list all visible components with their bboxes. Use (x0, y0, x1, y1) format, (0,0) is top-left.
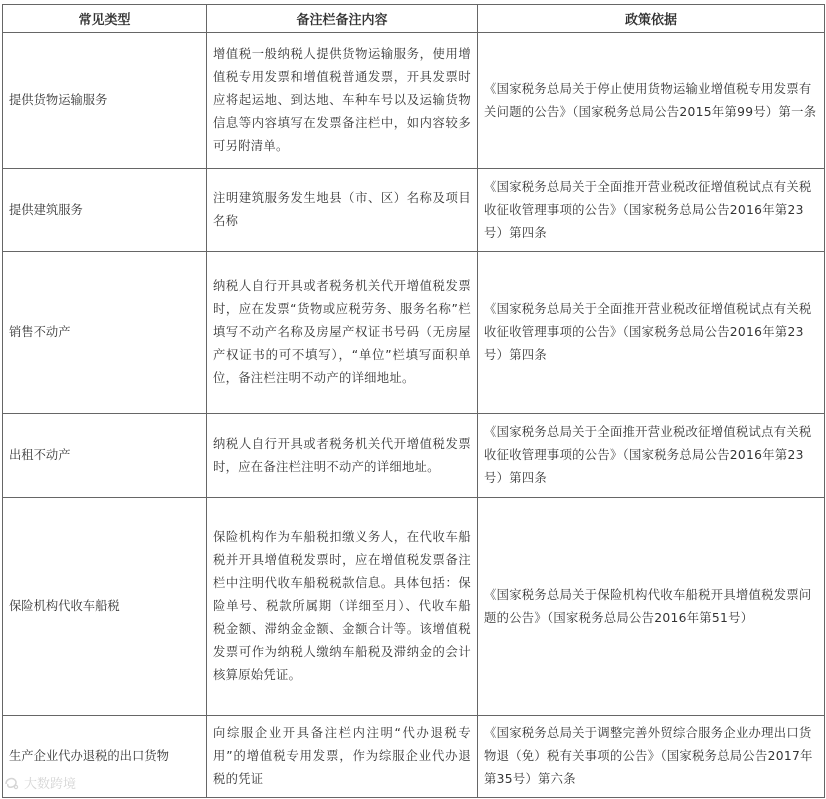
policy-table (2, 4, 825, 798)
header-basis: 政策依据 (478, 5, 825, 33)
type-cell: 保险机构代收车船税 (3, 498, 207, 716)
basis-cell: 《国家税务总局关于停止使用货物运输业增值税专用发票有关问题的公告》（国家税务总局公告2015年第99号）第一条 (478, 33, 825, 169)
type-cell: 销售不动产 (3, 252, 207, 414)
type-cell: 提供建筑服务 (3, 169, 207, 252)
table-row (3, 252, 825, 414)
watermark (4, 773, 76, 792)
content-cell: 保险机构作为车船税扣缴义务人，在代收车船税并开具增值税发票时，应在增值税发票备注栏中注明代收车船税税款信息。具体包括：保险单号、税款所属期（详细至月）、代收车船税金额、滞纳金金额、金额合计等。该增值税发票可作为纳税人缴纳车船税及滞纳金的会计核算原始凭证。 (207, 498, 478, 716)
content-cell: 注明建筑服务发生地县（市、区）名称及项目名称 (207, 169, 478, 252)
table-row (3, 414, 825, 498)
content-cell: 增值税一般纳税人提供货物运输服务，使用增值税专用发票和增值税普通发票，开具发票时应将起运地、到达地、车种车号以及运输货物信息等内容填写在发票备注栏中，如内容较多可另附清单。 (207, 33, 478, 169)
table-row (3, 498, 825, 716)
brand-logo-icon (4, 776, 20, 790)
type-cell: 出租不动产 (3, 414, 207, 498)
table-row (3, 716, 825, 798)
table-row (3, 169, 825, 252)
header-content: 备注栏备注内容 (207, 5, 478, 33)
type-cell: 生产企业代办退税的出口货物 (3, 716, 207, 798)
header-type: 常见类型 (3, 5, 207, 33)
basis-cell: 《国家税务总局关于全面推开营业税改征增值税试点有关税收征收管理事项的公告》（国家税务总局公告2016年第23号）第四条 (478, 414, 825, 498)
content-cell: 纳税人自行开具或者税务机关代开增值税发票时，应在备注栏注明不动产的详细地址。 (207, 414, 478, 498)
basis-cell: 《国家税务总局关于保险机构代收车船税开具增值税发票问题的公告》（国家税务总局公告2016年第51号） (478, 498, 825, 716)
content-cell: 纳税人自行开具或者税务机关代开增值税发票时，应在发票“货物或应税劳务、服务名称”栏填写不动产名称及房屋产权证书号码（无房屋产权证书的可不填写），“单位”栏填写面积单位，备注栏注明不动产的详细地址。 (207, 252, 478, 414)
basis-cell: 《国家税务总局关于全面推开营业税改征增值税试点有关税收征收管理事项的公告》（国家税务总局公告2016年第23号）第四条 (478, 252, 825, 414)
content-cell: 向综服企业开具备注栏内注明“代办退税专用”的增值税专用发票，作为综服企业代办退税的凭证 (207, 716, 478, 798)
basis-cell: 《国家税务总局关于全面推开营业税改征增值税试点有关税收征收管理事项的公告》（国家税务总局公告2016年第23号）第四条 (478, 169, 825, 252)
table-header-row (3, 5, 825, 33)
watermark-text: 大数跨境 (24, 777, 77, 792)
type-cell: 提供货物运输服务 (3, 33, 207, 169)
table-row (3, 33, 825, 169)
basis-cell: 《国家税务总局关于调整完善外贸综合服务企业办理出口货物退（免）税有关事项的公告》（国家税务总局公告2017年第35号）第六条 (478, 716, 825, 798)
